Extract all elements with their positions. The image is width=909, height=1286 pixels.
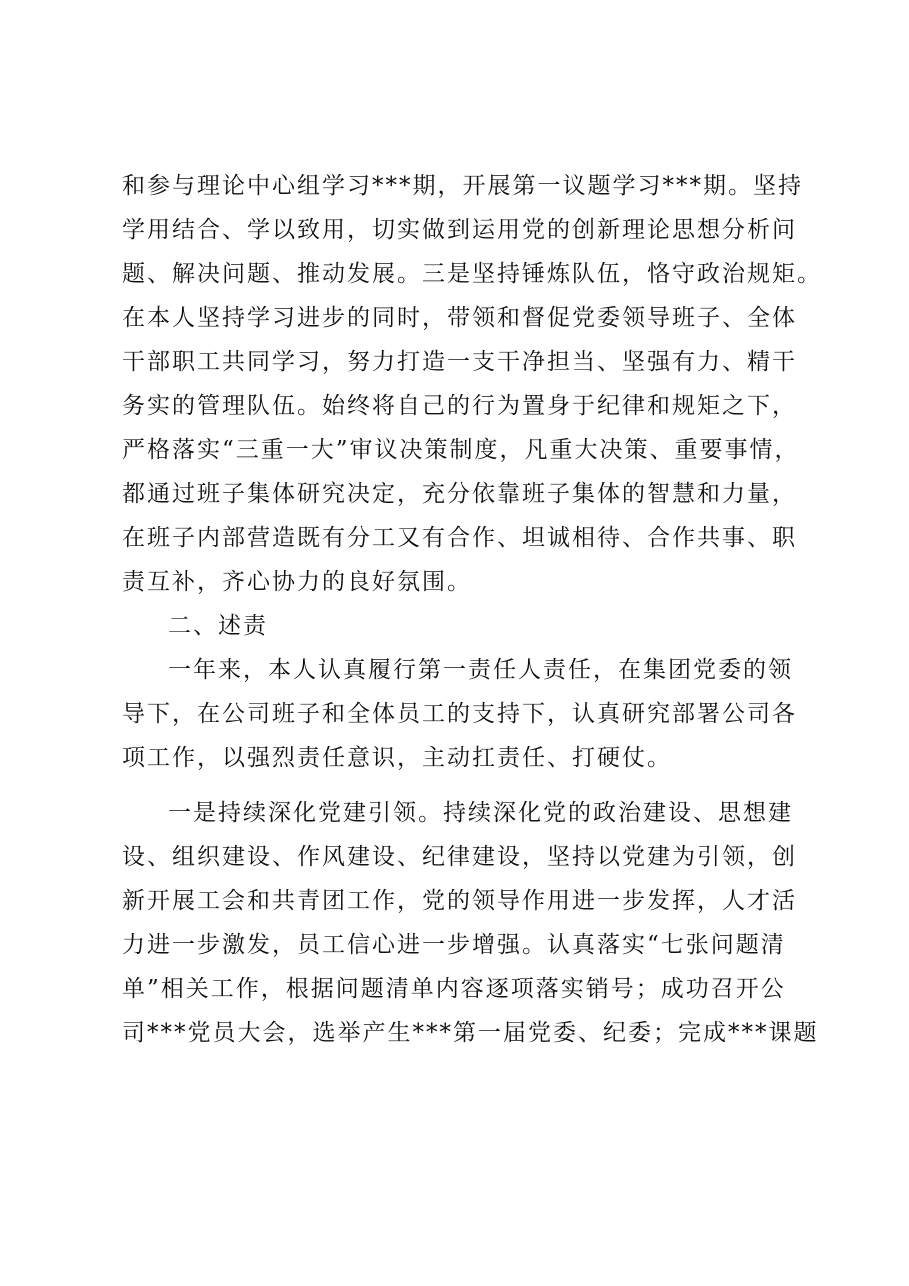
text-line: 责互补，齐心协力的良好氛围。 — [122, 569, 472, 595]
text-line: 单”相关工作，根据问题清单内容逐项落实销号；成功召开公 — [122, 976, 786, 1002]
text-line: 题、解决问题、推动发展。三是坚持锤炼队伍，恪守政治规矩。 — [122, 261, 822, 287]
text-line: 一年来，本人认真履行第一责任人责任，在集团党委的领 — [168, 657, 793, 683]
text-line: 在本人坚持学习进步的同时，带领和督促党委领导班子、全体 — [122, 305, 797, 331]
paragraph-party-building — [122, 791, 819, 1055]
text-line: 导下，在公司班子和全体员工的支持下，认真研究部署公司各 — [122, 701, 797, 727]
paragraph-continuation — [122, 164, 822, 604]
paragraph-gap — [122, 780, 812, 791]
text-line: 一是持续深化党建引领。持续深化党的政治建设、思想建 — [168, 800, 793, 826]
text-line: 在班子内部营造既有分工又有合作、坦诚相待、合作共事、职 — [122, 525, 797, 551]
text-line: 学用结合、学以致用，切实做到运用党的创新理论思想分析问 — [122, 217, 797, 243]
paragraph-duty-intro — [122, 648, 812, 780]
text-line: 司***党员大会，选举产生***第一届党委、纪委；完成***课题 — [122, 1020, 819, 1046]
text-line: 设、组织建设、作风建设、纪律建设，坚持以党建为引领，创 — [122, 844, 797, 870]
text-line: 干部职工共同学习，努力打造一支干净担当、坚强有力、精干 — [122, 349, 797, 375]
text-line: 力进一步激发，员工信心进一步增强。认真落实“七张问题清 — [122, 932, 786, 958]
text-line: 严格落实“三重一大”审议决策制度，凡重大决策、重要事情， — [122, 437, 800, 463]
text-line: 和参与理论中心组学习***期，开展第一议题学习***期。坚持 — [122, 173, 803, 199]
text-line: 新开展工会和共青团工作，党的领导作用进一步发挥，人才活 — [122, 888, 797, 914]
text-line: 项工作，以强烈责任意识，主动扛责任、打硬仗。 — [122, 745, 672, 771]
text-line: 都通过班子集体研究决定，充分依靠班子集体的智慧和力量， — [122, 481, 797, 507]
text-line: 务实的管理队伍。始终将自己的行为置身于纪律和规矩之下， — [122, 393, 797, 419]
document-body — [122, 164, 822, 1055]
section-heading: 二、述责 — [168, 613, 268, 639]
